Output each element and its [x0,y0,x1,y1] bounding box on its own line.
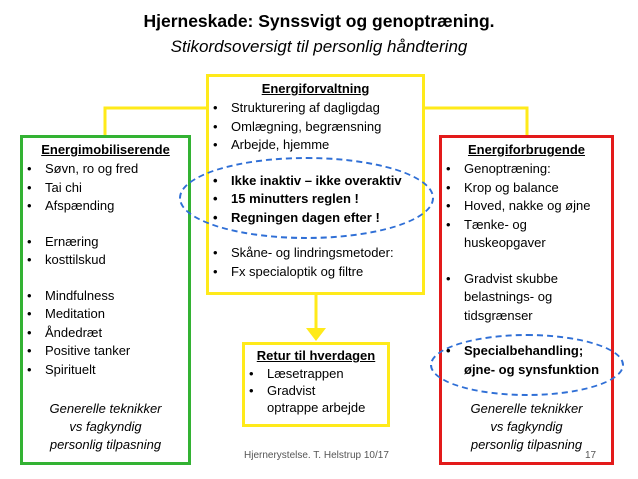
list-item: • Søvn, ro og fred [23,160,188,179]
highlight-ellipse-right [430,334,624,396]
note-line: Generelle teknikker [470,401,583,416]
list-item: • Skåne- og lindringsmetoder: [209,244,422,263]
list-item: • Mindfulness [23,287,188,306]
note-line: vs fagkyndig [490,419,563,434]
page-number: 17 [585,450,597,461]
list-item: • Specialbehandling; [442,342,611,361]
connector-left [105,108,206,135]
arrow-down-icon [306,328,326,341]
list-item: • 15 minutters reglen ! [209,190,422,209]
list-item: • Regningen dagen efter ! [209,209,422,228]
left-box-list [23,160,188,379]
energimobiliserende-box [20,135,191,465]
right-box-heading: Energiforbrugende [467,142,585,157]
bottom-box-heading: Retur til hverdagen [256,348,376,363]
list-item: • Tænke- og [442,216,611,235]
list-item: • Omlægning, begrænsning [209,118,422,137]
list-item-continuation: huskeopgaver [464,235,546,250]
list-item: • Strukturering af dagligdag [209,99,422,118]
list-item: • Ikke inaktiv – ikke overaktiv [209,172,422,191]
list-item: • Åndedræt [23,324,188,343]
energiforbrugende-box [439,135,614,465]
footer-text: Hjernerystelse. T. Helstrup 10/17 [244,450,389,461]
list-item-continuation: belastnings- og [464,289,553,304]
connector-right [425,108,527,135]
list-item: • kosttilskud [23,251,188,270]
list-item: • Læsetrappen [245,365,387,382]
list-item: • Hoved, nakke og øjne [442,197,611,216]
note-line: personlig tilpasning [470,437,583,452]
left-box-heading: Energimobiliserende [41,142,170,157]
highlight-ellipse-center [179,157,434,239]
list-item: • Positive tanker [23,342,188,361]
list-item: • Fx specialoptik og filtre [209,263,422,282]
list-item: • Gradvist [245,382,387,399]
center-box-heading: Energiforvaltning [261,81,370,96]
list-item: • Tai chi [23,179,188,198]
retur-til-hverdagen-box [242,342,390,427]
note-line: personlig tilpasning [49,437,162,452]
list-item: • Genoptræning: [442,160,611,179]
bottom-box-list [245,365,387,416]
list-item: • Meditation [23,305,188,324]
right-box-note [442,400,611,454]
list-item-continuation: optrappe arbejde [267,400,366,415]
list-item: • Gradvist skubbe [442,270,611,289]
list-item-continuation: tidsgrænser [464,307,533,323]
list-item: • Afspænding [23,197,188,216]
list-item: • Krop og balance [442,179,611,198]
list-item-continuation: øjne- og synsfunktion [464,361,600,377]
note-line: Generelle teknikker [49,401,162,416]
list-item: • Spirituelt [23,361,188,380]
list-item: • Arbejde, hjemme [209,136,422,155]
slide-title: Hjerneskade: Synssvigt og genoptræning. [143,11,495,31]
slide-subtitle: Stikordsoversigt til personlig håndtering [170,37,468,56]
note-line: vs fagkyndig [69,419,142,434]
left-box-note [23,400,188,454]
list-item: • Ernæring [23,233,188,252]
